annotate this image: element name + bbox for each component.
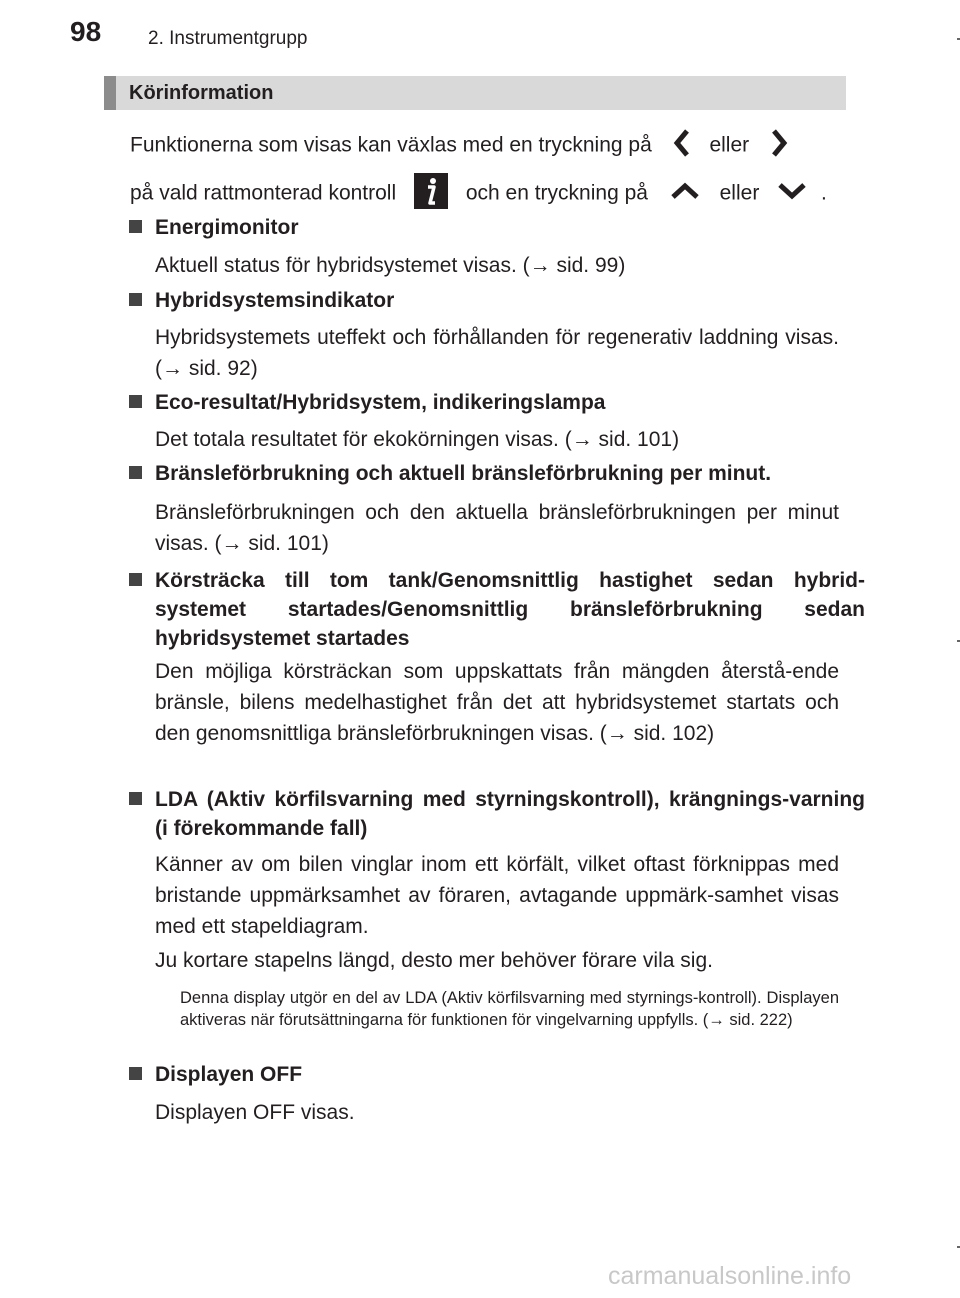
item-title: Energimonitor [155, 216, 299, 239]
chevron-up-icon [670, 181, 700, 207]
chapter-title: 2. Instrumentgrupp [148, 28, 308, 49]
item-heading [129, 289, 394, 313]
chevron-down-icon [777, 181, 807, 207]
bullet-square-icon [129, 1067, 142, 1080]
item-title: LDA (Aktiv körfilsvarning med styrningskontroll), krängnings-varning (i förekommande fall) [155, 788, 865, 840]
info-icon [414, 173, 448, 215]
item-heading [129, 566, 865, 653]
item-body: Aktuell status för hybridsystemet visas. (→ sid. 99) [155, 254, 626, 277]
item-heading [129, 785, 865, 843]
item-heading [129, 1063, 302, 1087]
item-body-2: Ju kortare stapelns längd, desto mer behöver förare vila sig. [155, 949, 713, 972]
bullet-square-icon [129, 293, 142, 306]
item-title: Bränsleförbrukning och aktuell bränsleförbrukning per minut. [155, 462, 772, 485]
section-accent [104, 76, 116, 110]
intro-line-1 [130, 128, 789, 164]
item-note: Denna display utgör en del av LDA (Aktiv körfilsvarning med styrnings-kontroll). Displayen aktiveras när förutsättningarna för funktionen för vingelvarning uppfylls. (→ sid. 222) [180, 989, 839, 1029]
item-heading [129, 216, 299, 240]
item-body: Det totala resultatet för ekokörningen visas. (→ sid. 101) [155, 428, 680, 451]
watermark: carmanualsonline.info [608, 1262, 852, 1290]
item-body: Hybridsystemets uteffekt och förhållanden för regenerativ laddning visas. (→ sid. 92) [155, 326, 839, 380]
item-heading [129, 391, 605, 415]
item-body: Displayen OFF visas. [155, 1101, 355, 1124]
item-title: Körsträcka till tom tank/Genomsnittlig hastighet sedan hybrid-systemet startades/Genomsnittlig bränsleförbrukning sedan hybridsystemet startades [155, 569, 865, 650]
intro-text-1a: Funktionerna som visas kan växlas med en tryckning på [130, 133, 652, 157]
item-body: Känner av om bilen vinglar inom ett körfält, vilket oftast förknippas med bristande uppmärksamhet av föraren, avtagande uppmärk-samhet visas med ett stapeldiagram. [155, 853, 839, 938]
section-header [104, 76, 846, 110]
intro-line-2 [130, 173, 827, 215]
item-body: Bränsleförbrukningen och den aktuella bränsleförbrukningen per minut visas. (→ sid. 101) [155, 501, 839, 555]
intro-text-2d: . [821, 181, 827, 205]
intro-text-2a: på vald rattmonterad kontroll [130, 181, 397, 205]
item-title: Hybridsystemsindikator [155, 289, 395, 312]
bullet-square-icon [129, 792, 142, 805]
page-number: 98 [70, 16, 102, 47]
item-body: Den möjliga körsträckan som uppskattats från mängden återstå-ende bränsle, bilens medelhastighet från det att hybridsystemet startats och den genomsnittliga bränsleförbrukningen visas. (→ sid. 102) [155, 660, 839, 745]
bullet-square-icon [129, 466, 142, 479]
item-title: Displayen OFF [155, 1063, 303, 1086]
bullet-square-icon [129, 395, 142, 408]
intro-text-1b: eller [709, 133, 750, 157]
chevron-right-icon [769, 128, 789, 164]
item-heading [129, 462, 771, 486]
intro-text-2c: eller [719, 181, 760, 205]
item-title: Eco-resultat/Hybridsystem, indikeringslampa [155, 391, 606, 414]
intro-text-2b: och en tryckning på [465, 181, 648, 205]
chevron-left-icon [672, 128, 692, 164]
section-title: Körinformation [129, 82, 274, 104]
bullet-square-icon [129, 573, 142, 586]
bullet-square-icon [129, 220, 142, 233]
